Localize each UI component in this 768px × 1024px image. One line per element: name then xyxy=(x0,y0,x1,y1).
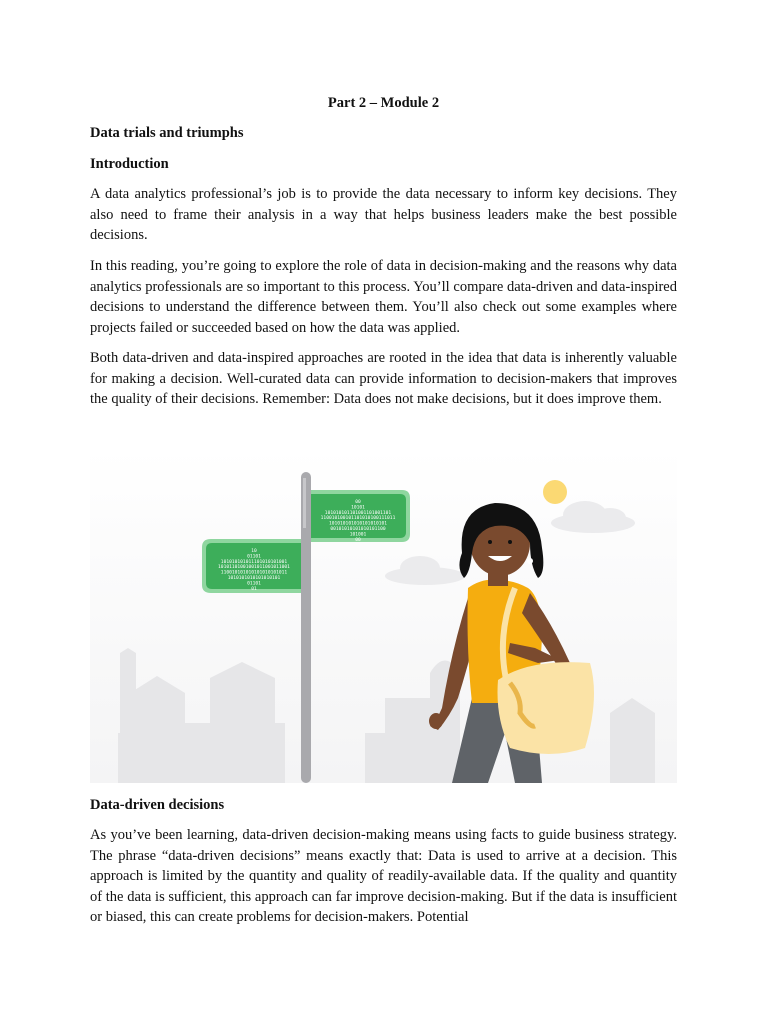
binary-line: 10 xyxy=(251,549,257,554)
binary-line: 110010100101101010100111011 xyxy=(320,516,396,522)
section-paragraph: As you’ve been learning, data-driven decision-making means using facts to guide business strategy. The phrase “data-driven decisions” means exactly that: Data is used to arrive at a decision. This approach is limited by the quantity and quality of readily-available data. If the quality and quantity of the data is sufficient, this approach can far improve decision-making. But if the data is insufficient or biased, this can create problems for decision-makers. Potential xyxy=(90,827,677,926)
binary-line: 01101 xyxy=(247,554,261,560)
paragraph-1: A data analytics professional’s job is to provide the data necessary to inform key decisions. They also need to frame their analysis in a way that helps business leaders make the best possible decisions. xyxy=(90,186,677,244)
binary-line: 10101 xyxy=(351,505,365,511)
sign-left-icon xyxy=(202,539,301,593)
binary-line: 01 xyxy=(251,586,257,592)
binary-line: 101010101011101010101001 xyxy=(220,559,288,565)
binary-line: 00101010101010101100 xyxy=(330,527,386,532)
binary-line: 101010101101001101001101 xyxy=(324,510,392,516)
binary-line: 00 xyxy=(355,500,361,505)
binary-line: 101010101010101010101 xyxy=(328,521,388,527)
sun-icon xyxy=(543,480,567,504)
paragraph-2: In this reading, you’re going to explore the role of data in decision-making and the reasons why data analytics professionals are so important to this process. You’ll compare data-driven and data-inspired decisions to understand the difference between them. You’ll also check out some examples where projects failed or succeeded based on how the data was applied. xyxy=(90,258,677,336)
document-subtitle: Data trials and triumphs xyxy=(90,125,244,141)
sign-right-icon xyxy=(311,490,410,543)
binary-line: 00 xyxy=(355,537,361,543)
binary-line: 101001 xyxy=(349,532,367,538)
binary-line: 1010101010101010101 xyxy=(227,576,281,581)
page-title: Part 2 – Module 2 xyxy=(327,95,440,111)
section-heading: Data-driven decisions xyxy=(90,797,225,813)
paragraph-3: Both data-driven and data-inspired approaches are rooted in the idea that data is inherently valuable for making a decision. Well-curated data can provide information to decision-makers that improves the quality of their decisions. Remember: Data does not make decisions, but it does improve them. xyxy=(90,350,677,408)
binary-line: 110010101010101010101011 xyxy=(220,570,288,576)
intro-heading: Introduction xyxy=(90,156,169,172)
binary-line: 10101101001001011001011001 xyxy=(218,565,290,571)
binary-line: 01101 xyxy=(247,581,261,587)
signpost-illustration xyxy=(90,448,677,783)
